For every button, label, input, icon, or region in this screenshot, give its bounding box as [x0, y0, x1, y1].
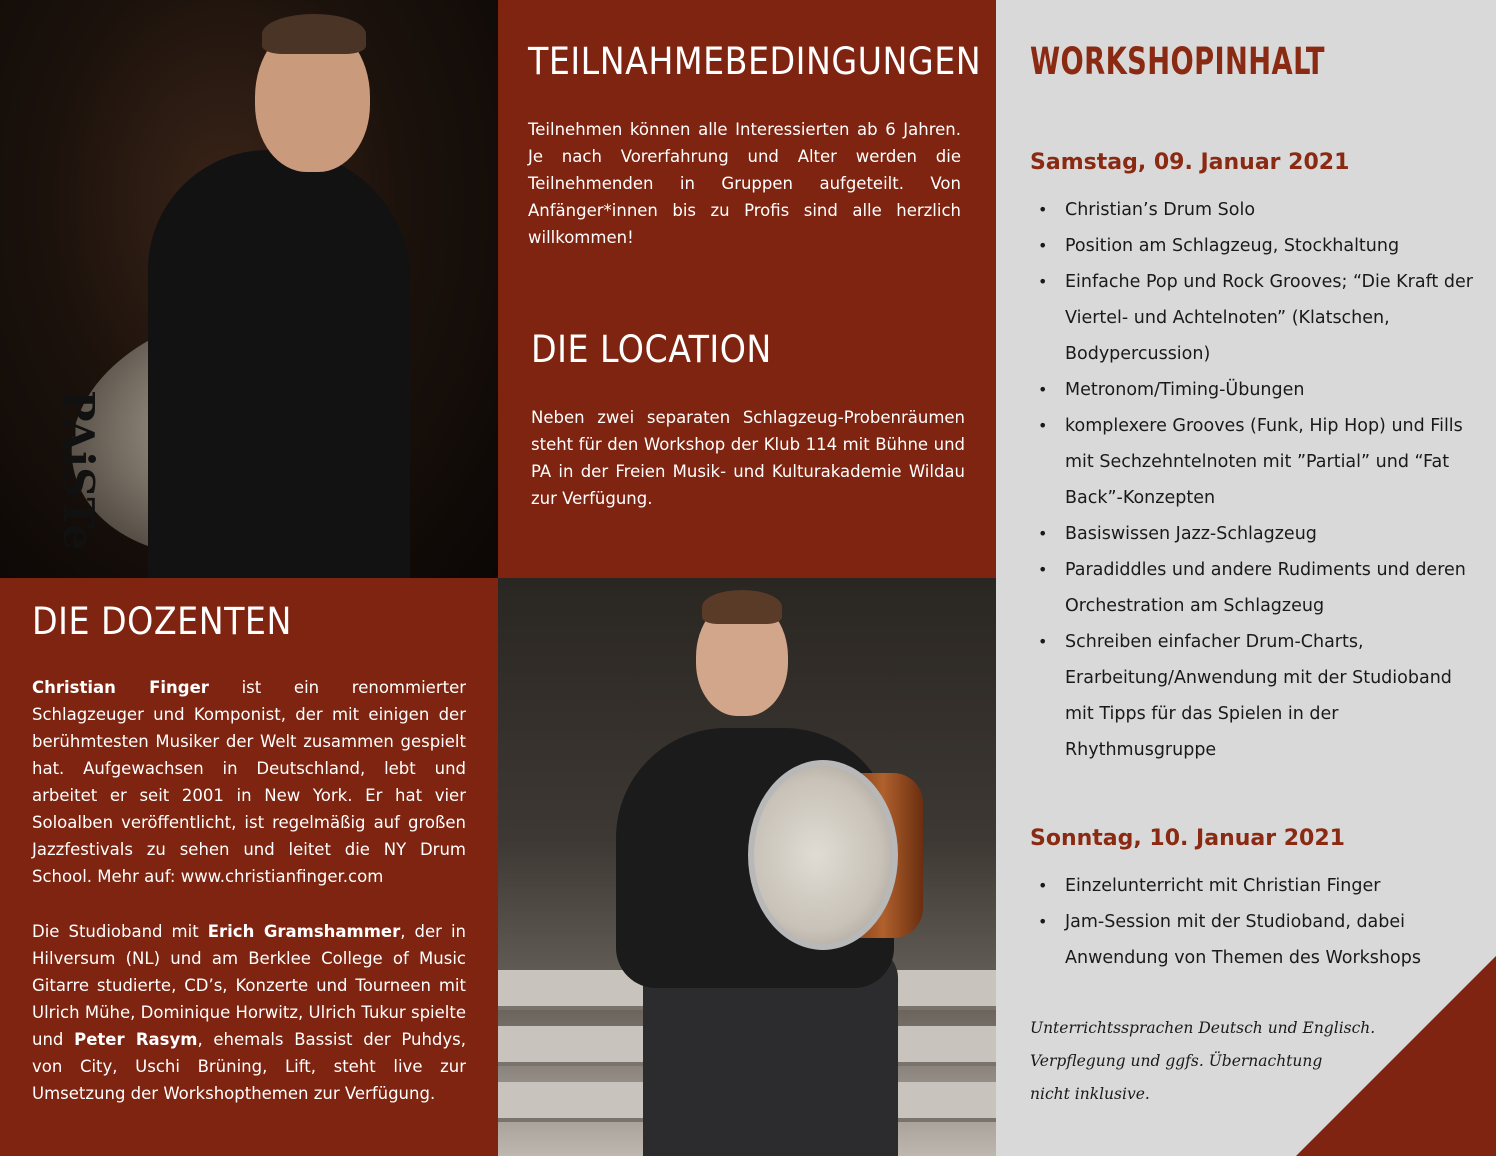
- list-item: • Einzelunterricht mit Christian Finger: [1036, 868, 1476, 904]
- language-note: [1030, 1012, 1375, 1111]
- drummer-hair: [262, 14, 366, 54]
- list-item: • komplexere Grooves (Funk, Hip Hop) und Fills mit Sechzehntelnoten mit ”Partial” und “Fat Back”-Konzepten: [1036, 408, 1476, 516]
- saturday-list: [1036, 192, 1476, 768]
- note-line: Unterrichtssprachen Deutsch und Englisch.: [1030, 1019, 1376, 1037]
- photo-drummer-snare: [498, 578, 996, 1156]
- list-item: • Jam-Session mit der Studioband, dabei Anwendung von Themen des Workshops: [1036, 904, 1476, 976]
- list-item: • Schreiben einfacher Drum-Charts, Erarbeitung/Anwendung mit der Studioband mit Tipps für das Spielen in der Rhythmusgruppe: [1036, 624, 1476, 768]
- photo-drummer-cymbal: [0, 0, 498, 578]
- day-sunday: Sonntag, 10. Januar 2021: [1030, 826, 1345, 851]
- list-item: • Paradiddles und andere Rudiments und deren Orchestration am Schlagzeug: [1036, 552, 1476, 624]
- studioband-text: [32, 918, 466, 1107]
- drummer-hair: [702, 590, 782, 624]
- list-item: • Einfache Pop und Rock Grooves; “Die Kraft der Viertel- und Achtelnoten” (Klatschen, Bodypercussion): [1036, 264, 1476, 372]
- heading-workshopinhalt: WORKSHOPINHALT: [1030, 40, 1325, 83]
- drummer-body: [148, 150, 410, 578]
- teilnahme-text: Teilnehmen können alle Interessierten ab 6 Jahren. Je nach Vorerfahrung und Alter werden die Teilnehmenden in Gruppen aufgeteilt. Von Anfänger*innen bis zu Profis sind alle herzlich willkommen!: [528, 120, 961, 247]
- list-item: • Position am Schlagzeug, Stockhaltung: [1036, 228, 1476, 264]
- note-line: Verpflegung und ggfs. Übernachtung: [1030, 1052, 1323, 1070]
- studioband-intro: Die Studioband mit: [32, 922, 208, 941]
- studioband-end: , ehemals Bassist der Puhdys, von City, Uschi Brüning, Lift, steht live zur Umsetzung der Workshopthemen zur Verfügung.: [32, 1030, 466, 1103]
- location-text: Neben zwei separaten Schlagzeug-Probenräumen steht für den Workshop der Klub 114 mit Bühne und PA in der Freien Musik- und Kulturakademie Wildau zur Verfügung.: [531, 408, 965, 508]
- dozent-christian-bio: ist ein renommierter Schlagzeuger und Komponist, der mit einigen der berühmtesten Musiker der Welt zusammen gespielt hat. Aufgewachsen in Deutschland, lebt und arbeitet er seit 2001 in New York. Er hat vier Soloalben veröffentlicht, ist regelmäßig auf großen Jazzfestivals zu sehen und leitet die NY Drum School. Mehr auf: www.christianfinger.com: [32, 678, 467, 886]
- day-saturday: Samstag, 09. Januar 2021: [1030, 150, 1350, 175]
- heading-teilnahmebedingungen: TEILNAHMEBEDINGUNGEN: [528, 40, 982, 83]
- snare-drum-head: [748, 760, 898, 950]
- section-conditions-location: [498, 0, 996, 578]
- studioband-mid: , der in Hilversum (NL) und am Berklee College of Music Gitarre studierte, CD’s, Konzerte und Tourneen mit Ulrich Mühe, Dominique Horwitz, Ulrich Tukur spielte und: [32, 922, 467, 1049]
- list-item: • Basiswissen Jazz-Schlagzeug: [1036, 516, 1476, 552]
- dozent-name-erich: Erich Gramshammer: [207, 922, 401, 941]
- section-dozenten: [0, 578, 498, 1156]
- cymbal-brand-logo: PAiSTe: [54, 390, 103, 551]
- dozent-name-peter: Peter Rasym: [74, 1030, 198, 1049]
- note-line: nicht inklusive.: [1030, 1085, 1150, 1103]
- dozent-name-christian: Christian Finger: [32, 678, 209, 697]
- list-item: • Metronom/Timing-Übungen: [1036, 372, 1476, 408]
- heading-location: DIE LOCATION: [531, 328, 772, 371]
- section-workshopinhalt: [996, 0, 1496, 1156]
- dozent-christian-text: [32, 674, 466, 890]
- list-item: • Christian’s Drum Solo: [1036, 192, 1476, 228]
- heading-dozenten: DIE DOZENTEN: [32, 600, 292, 643]
